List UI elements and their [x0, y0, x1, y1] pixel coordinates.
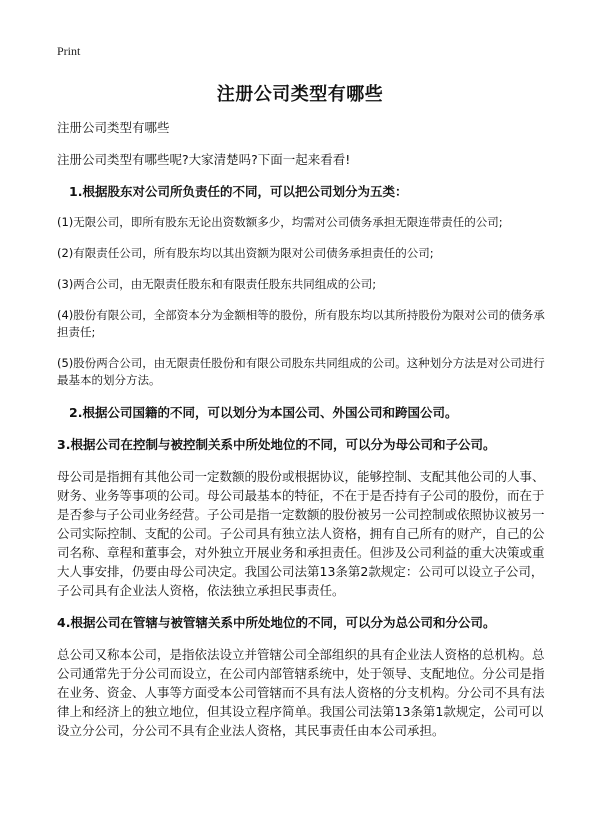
intro-paragraph: 注册公司类型有哪些呢?大家清楚吗?下面一起来看看!	[57, 152, 351, 167]
section4-heading: 4.根据公司在管辖与被管辖关系中所处地位的不同，可以分为总公司和分公司。	[57, 615, 496, 630]
subtitle: 注册公司类型有哪些	[57, 120, 170, 135]
section1-item-5: (5)股份两合公司，由无限责任股份和有限公司股东共同组成的公司。这种划分方法是对公司进行最基本的划分方法。	[57, 356, 545, 387]
section2-heading: 2.根据公司国籍的不同，可以划分为本国公司、外国公司和跨国公司。	[69, 405, 458, 420]
section1-item-4: (4)股份有限公司，全部资本分为金额相等的股份，所有股东均以其所持股份为限对公司的债务承担责任;	[57, 308, 545, 339]
section3-heading: 3.根据公司在控制与被控制关系中所处地位的不同，可以分为母公司和子公司。	[57, 437, 496, 452]
section1-heading: 1.根据股东对公司所负责任的不同，可以把公司划分为五类：	[69, 184, 408, 199]
page-title: 注册公司类型有哪些	[216, 84, 384, 105]
section4-paragraph: 总公司又称本公司，是指依法设立并管辖公司全部组织的具有企业法人资格的总机构。总公司通常先于分公司而设立，在公司内部管辖系统中，处于领导、支配地位。分公司是指在业务、资金、人事等方面受本公司管辖而不具有法人资格的分支机构。分公司不具有法律上和经济上的独立地位，但其设立程序简单。我国公司法第13条第1款规定，公司可以设立分公司，分公司不具有企业法人资格，其民事责任由本公司承担。	[57, 647, 545, 738]
section3-paragraph: 母公司是指拥有其他公司一定数额的股份或根据协议，能够控制、支配其他公司的人事、财务、业务等事项的公司。母公司最基本的特征，不在于是否持有子公司的股份，而在于是否参与子公司业务经营。子公司是指一定数额的股份被另一公司控制或依照协议被另一公司实际控制、支配的公司。子公司具有独立法人资格，拥有自己所有的财产，自己的公司名称、章程和董事会，对外独立开展业务和承担责任。但涉及公司利益的重大决策或重大人事安排，仍要由母公司决定。我国公司法第13条第2款规定：公司可以设立子公司，子公司具有企业法人资格，依法独立承担民事责任。	[57, 469, 545, 598]
document-body	[57, 118, 552, 753]
section1-item-1: (1)无限公司，即所有股东无论出资数额多少，均需对公司债务承担无限连带责任的公司;	[57, 215, 503, 229]
section1-item-3: (3)两合公司，由无限责任股东和有限责任股东共同组成的公司;	[57, 277, 377, 291]
section1-item-2: (2)有限责任公司，所有股东均以其出资额为限对公司债务承担责任的公司;	[57, 246, 434, 260]
print-label: Print	[57, 44, 81, 58]
